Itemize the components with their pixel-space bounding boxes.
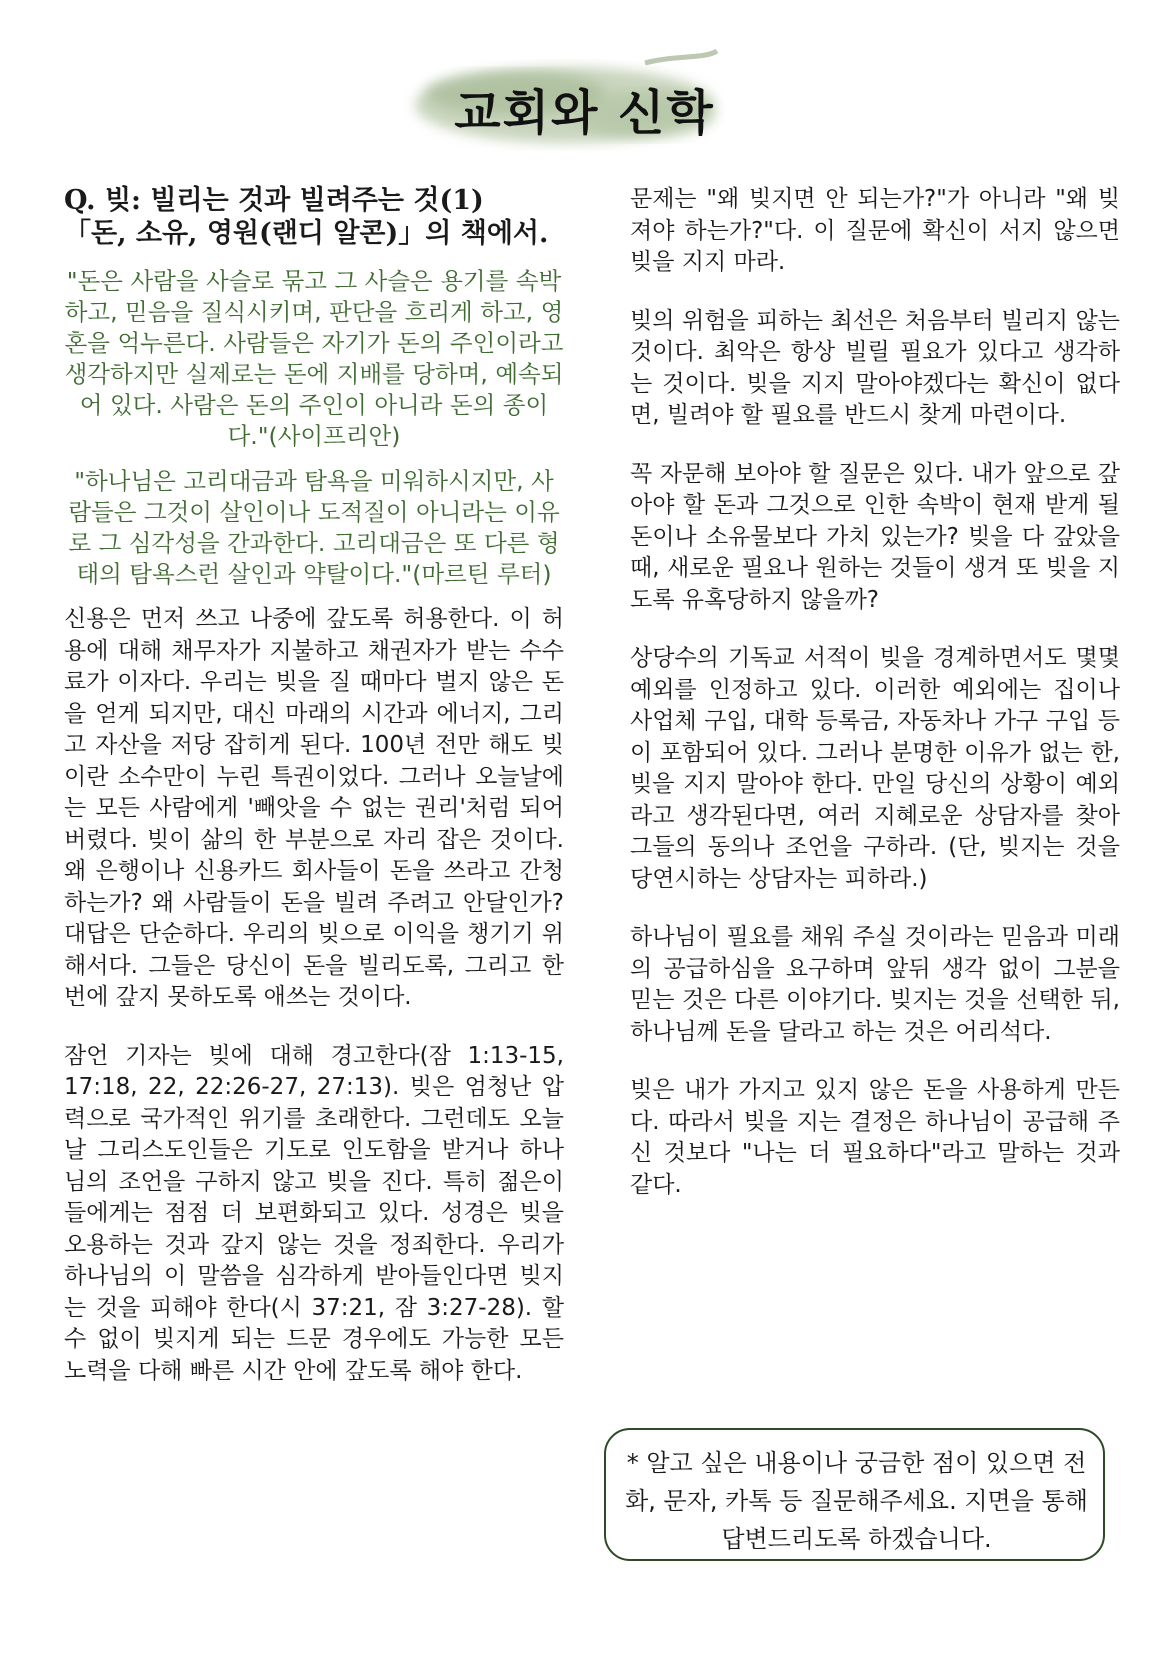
paragraph-why-debt: 문제는 "왜 빚지면 안 되는가?"가 아니라 "왜 빚져야 하는가?"다. 이 질문에 확신이 서지 않으면 빚을 지지 마라. [630, 186, 1120, 275]
question-title-line2: 「돈, 소유, 영원(랜디 알콘)」의 책에서. [64, 218, 549, 249]
question-title-line1: Q. 빚: 빌리는 것과 빌려주는 것(1) [64, 185, 484, 216]
paragraph-exceptions: 상당수의 기독교 서적이 빚을 경계하면서도 몇몇 예외를 인정하고 있다. 이러한 예외에는 집이나 사업체 구입, 대학 등록금, 자동차나 가구 구입 등이 포함되어 있다. 그러나 분명한 이유가 없는 한, 빚을 지지 말아야 한다. 만일 당신의 상황이 예외라고 생각된다면, 여러 지혜로운 상담자를 찾아 그들의 동의나 조언을 구하라. (단, 빚지는 것을 당연시하는 상담자는 피하라.) [630, 645, 1120, 892]
paragraph-conclusion: 빚은 내가 가지고 있지 않은 돈을 사용하게 만든다. 따라서 빚을 지는 결정은 하나님이 공급해 주신 것보다 "나는 더 필요하다"라고 말하는 것과 같다. [630, 1077, 1120, 1198]
contact-notice-box [604, 1428, 1105, 1561]
question-title [64, 184, 564, 250]
paragraph-self-question: 꼭 자문해 보아야 할 질문은 있다. 내가 앞으로 갚아야 할 돈과 그것으로 인한 속박이 현재 받게 될 돈이나 소유물보다 가치 있는가? 빚을 다 갚았을 때, 새로운 필요나 원하는 것들이 생겨 또 빚을 지도록 유혹당하지 않을까? [630, 460, 1120, 613]
left-column [64, 184, 564, 1414]
page-header [0, 0, 1169, 160]
right-column [630, 184, 1120, 1228]
quote-luther: "하나님은 고리대금과 탐욕을 미워하시지만, 사람들은 그것이 살인이나 도적질이 아니라는 이유로 그 심각성을 간과한다. 고리대금은 또 다른 형태의 탐욕스런 살인과 약탈이다."(마르틴 루터) [68, 467, 560, 588]
contact-notice-text: * 알고 싶은 내용이나 궁금한 점이 있으면 전화, 문자, 카톡 등 질문해주세요. 지면을 통해 답변드리도록 하겠습니다. [625, 1449, 1088, 1553]
quote-cyprian: "돈은 사람을 사슬로 묶고 그 사슬은 용기를 속박하고, 믿음을 질식시키며, 판단을 흐리게 하고, 영혼을 억누른다. 사람들은 자기가 돈의 주인이라고 생각하지만 실제로는 돈에 지배를 당하며, 예속되어 있다. 사람은 돈의 주인이 아니라 돈의 종이다."(사이프리안) [64, 267, 564, 450]
paragraph-danger: 빚의 위험을 피하는 최선은 처음부터 빌리지 않는 것이다. 최악은 항상 빌릴 필요가 있다고 생각하는 것이다. 빚을 지지 말아야겠다는 확신이 없다면, 빌려야 할 필요를 반드시 찾게 마련이다. [630, 307, 1120, 428]
paragraph-proverbs: 잠언 기자는 빚에 대해 경고한다(잠 1:13-15, 17:18, 22, 22:26-27, 27:13). 빚은 엄청난 압력으로 국가적인 위기를 초래한다. 그런데도 오늘날 그리스도인들은 기도로 인도함을 받거나 하나님의 조언을 구하지 않고 빚을 진다. 특히 젊은이들에게는 점점 더 보편화되고 있다. 성경은 빚을 오용하는 것과 갚지 않는 것을 정죄한다. 우리가 하나님의 이 말씀을 심각하게 받아들인다면 빚지는 것을 피해야 한다(시 37:21, 잠 3:27-28). 할 수 없이 빚지게 되는 드문 경우에도 가능한 모든 노력을 다해 빠른 시간 안에 갚도록 해야 한다. [64, 1042, 564, 1384]
paragraph-faith: 하나님이 필요를 채워 주실 것이라는 믿음과 미래의 공급하심을 요구하며 앞뒤 생각 없이 그분을 믿는 것은 다른 이야기다. 빚지는 것을 선택한 뒤, 하나님께 돈을 달라고 하는 것은 어리석다. [630, 924, 1120, 1045]
page-title: 교회와 신학 [454, 85, 715, 141]
paragraph-credit: 신용은 먼저 쓰고 나중에 갚도록 허용한다. 이 허용에 대해 채무자가 지불하고 채권자가 받는 수수료가 이자다. 우리는 빚을 질 때마다 벌지 않은 돈을 얻게 되지만, 대신 마래의 시간과 에너지, 그리고 자산을 저당 잡히게 된다. 100년 전만 해도 빚이란 소수만이 누린 특권이었다. 그러나 오늘날에는 모든 사람에게 '빼앗을 수 없는 권리'처럼 되어 버렸다. 빚이 삶의 한 부분으로 자리 잡은 것이다. 왜 은행이나 신용카드 회사들이 돈을 쓰라고 간청하는가? 왜 사람들이 돈을 빌려 주려고 안달인가? 대답은 단순하다. 우리의 빚으로 이익을 챙기기 위해서다. 그들은 당신이 돈을 빌리도록, 그리고 한 번에 갚지 못하도록 애쓰는 것이다. [64, 606, 564, 1010]
